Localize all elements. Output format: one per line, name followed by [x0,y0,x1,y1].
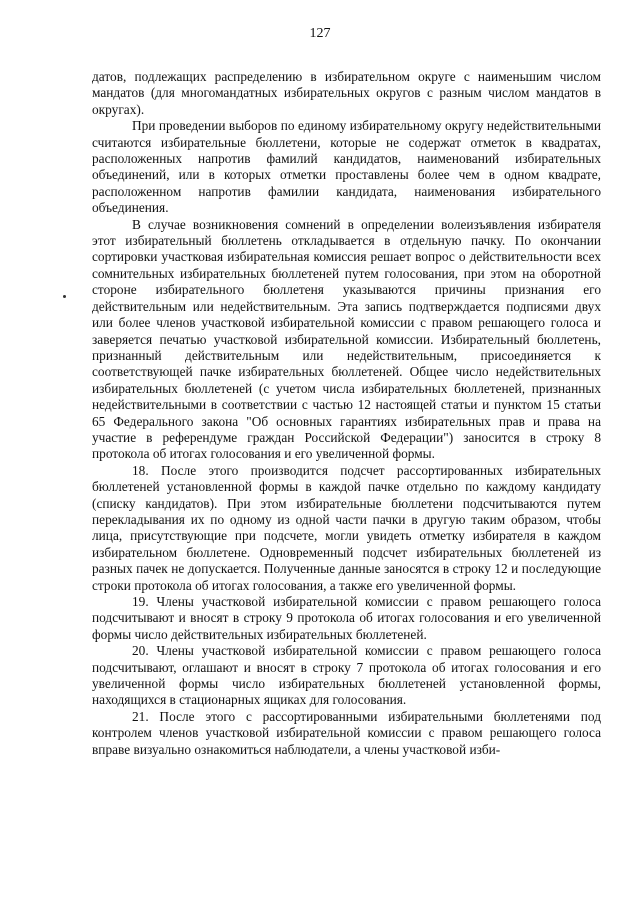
paragraph-single-district-invalid: При проведении выборов по единому избирательному округу недействительными считаются избирательные бюллетени, которые не содержат отметок в квадратах, расположенных напротив фамилий кандидатов, наименований избирательных объединений, или в которых отметки проставлены более чем в одном квадрате, расположенном напротив фамилии кандидата, наименования избирательного объединения. [92,118,601,216]
paragraph-item-20: 20. Члены участковой избирательной комиссии с правом решающего голоса подсчитывают, оглашают и вносят в строку 7 протокола об итогах голосования и его увеличенной формы число избирательных бюллетеней установленной формы, находящихся в стационарных ящиках для голосования. [92,643,601,708]
paragraph-doubtful-ballots: В случае возникновения сомнений в определении волеизъявления избирателя этот избирательный бюллетень откладывается в отдельную пачку. По окончании сортировки участковая избирательная комиссия решает вопрос о действительности всех сомнительных избирательных бюллетеней путем голосования, при этом на оборотной стороне избирательного бюллетеня указываются причины признания его действительным или недействительным. Эта запись подтверждается подписями двух или более членов участковой избирательной комиссии с правом решающего голоса и заверяется печатью участковой избирательной комиссии. Избирательный бюллетень, признанный действительным или недействительным, присоединяется к соответствующей пачке избирательных бюллетеней. Общее число недействительных избирательных бюллетеней (с учетом числа избирательных бюллетеней, признанных недействительными в соответствии с частью 12 настоящей статьи и пунктом 15 статьи 65 Федерального закона "Об основных гарантиях избирательных прав и права на участие в референдуме граждан Российской Федерации") заносится в строку 8 протокола об итогах голосования и его увеличенной формы. [92,216,601,462]
scan-dot-mark [63,295,66,298]
paragraph-item-19: 19. Члены участковой избирательной комиссии с правом решающего голоса подсчитывают и вносят в строку 9 протокола об итогах голосования и его увеличенной формы число действительных избирательных бюллетеней. [92,594,601,642]
paragraph-item-21: 21. После этого с рассортированными избирательными бюллетенями под контролем членов участковой избирательной комиссии с правом решающего голоса вправе визуально ознакомиться наблюдатели, а члены участковой изби- [92,708,601,757]
paragraph-continuation: датов, подлежащих распределению в избирательном округе с наименьшим числом мандатов (для многомандатных избирательных округов с разным числом мандатов в округах). [92,69,601,117]
page-number: 127 [309,26,331,41]
document-body [92,69,601,758]
paragraph-item-18: 18. После этого производится подсчет рассортированных избирательных бюллетеней установленной формы в каждой пачке отдельно по каждому кандидату (списку кандидатов). При этом избирательные бюллетени подсчитываются путем перекладывания их по одному из одной части пачки в другую таким образом, чтобы лица, присутствующие при подсчете, могли увидеть отметку избирателя в каждом избирательном бюллетене. Одновременный подсчет избирательных бюллетеней из разных пачек не допускается. Полученные данные заносятся в строку 12 и последующие строки протокола об итогах голосования, а также его увеличенной формы. [92,462,601,593]
